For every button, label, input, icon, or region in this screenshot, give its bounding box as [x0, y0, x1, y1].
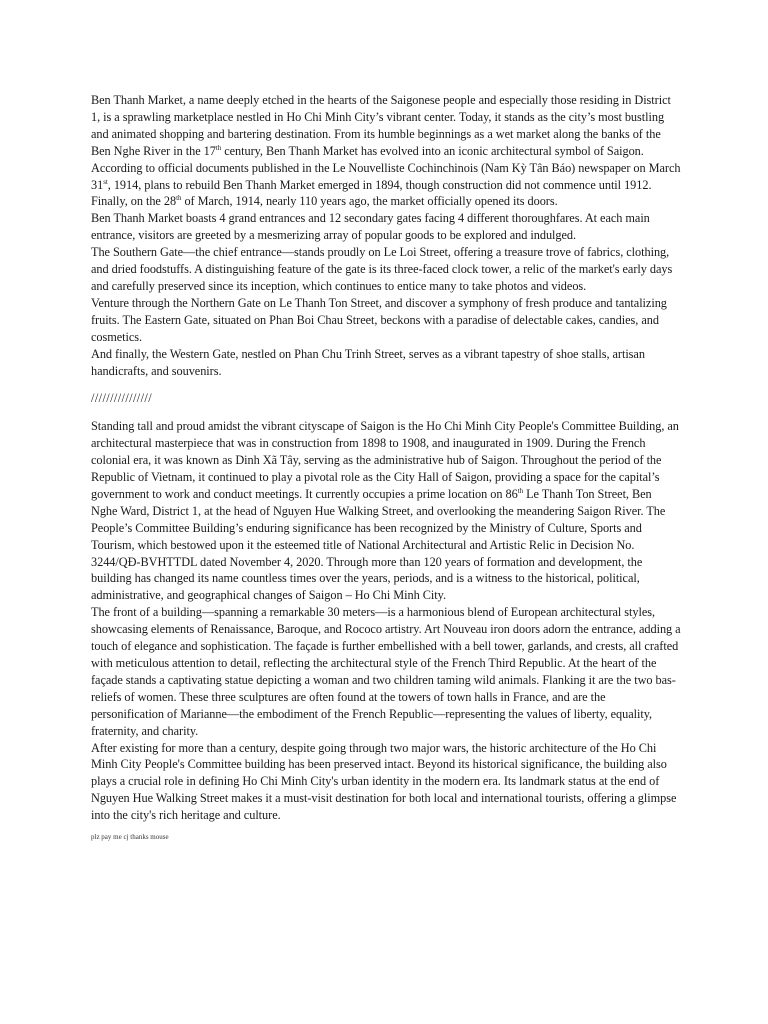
paragraph-text: Le Thanh Ton Street, Ben Nghe Ward, District 1, at the head of Nguyen Hue Walking Street, and overlooking the meandering Saigon River. The People’s Committee Building’s enduring significance has been recognized by the Ministry of Culture, Sports and Tourism, which bestowed upon it the esteemed title of National Architectural and Artistic Relic in Decision No. 3244/QĐ-BVHTTDL dated November 4, 2020. Through more than 120 years of formation and development, the building has changed its name countless times over the years, periods, and is a witness to the historical, political, administrative, and geographical changes of Saigon – Ho Chi Minh City.	[91, 486, 666, 603]
paragraph-text: Ben Thanh Market, a name deeply etched in the hearts of the Saigonese people and especially those residing in District 1, is a sprawling marketplace nestled in Ho Chi Minh City’s vibrant center. Today, it stands as the city’s most bustling and animated shopping and bartering destination. From its humble beginnings as a wet market along the banks of the Ben Nghe River in the 17	[91, 93, 671, 158]
document-page	[91, 92, 681, 842]
paragraph-entrances: Ben Thanh Market boasts 4 grand entrances and 12 secondary gates facing 4 different thoroughfares. At each main entrance, visitors are greeted by a mesmerizing array of popular goods to be explored and indulged.	[91, 211, 650, 243]
paragraph-preservation: After existing for more than a century, despite going through two major wars, the historic architecture of the Ho Chi Minh City People's Committee building has been preserved intact. Beyond its historical significance, the building also plays a crucial role in defining Ho Chi Minh City's urban identity in the modern era. Its landmark status at the end of Nguyen Hue Walking Street makes it a must-visit destination for both local and international tourists, offering a glimpse into the city's rich heritage and culture.	[91, 740, 677, 823]
paragraph-southern-gate: The Southern Gate—the chief entrance—stands proudly on Le Loi Street, offering a treasure trove of fabrics, clothing, and dried foodstuffs. A distinguishing feature of the gate is its three-faced clock tower, a relic of the market's early days and carefully preserved since its inception, which continues to entice many to take photos and videos.	[91, 245, 673, 293]
paragraph-text: Standing tall and proud amidst the vibrant cityscape of Saigon is the Ho Chi Minh City People's Committee Building, an architectural masterpiece that was in construction from 1898 to 1908, and inaugurated in 1909. During the French colonial era, it was known as Dinh Xã Tây, serving as the administrative hub of Saigon. Throughout the period of the Republic of Vietnam, it continued to play a pivotal role as the City Hall of Saigon, providing a space for the capital’s government to work and conduct meetings. It currently occupies a prime location on 86	[91, 419, 679, 501]
superscript: th	[176, 194, 182, 203]
paragraph-western-gate: And finally, the Western Gate, nestled on Phan Chu Trinh Street, serves as a vibrant tapestry of shoe stalls, artisan handicrafts, and souvenirs.	[91, 346, 645, 378]
paragraph-ben-thanh-history	[91, 92, 681, 210]
footnote: plz pay me cj thanks mouse	[91, 833, 169, 842]
superscript: st	[103, 177, 108, 186]
paragraph-facade: The front of a building—spanning a remarkable 30 meters—is a harmonious blend of European architectural styles, showcasing elements of Renaissance, Baroque, and Rococo artistry. Art Nouveau iron doors adorn the entrance, adding a touch of elegance and sophistication. The façade is further embellished with a bell tower, garlands, and crests, all crafted with meticulous attention to detail, reflecting the architectural style of the French Third Republic. At the heart of the façade stands a captivating statue depicting a woman and two children taming wild animals. Flanking it are the two bas-reliefs of women. These three sculptures are often found at the towers of town halls in France, and are the personification of Marianne—the embodiment of the French Republic—representing the values of liberty, equality, fraternity, and charity.	[91, 605, 681, 738]
section-separator: ////////////////	[91, 391, 153, 406]
paragraph-northern-eastern-gates: Venture through the Northern Gate on Le Thanh Ton Street, and discover a symphony of fresh produce and tantalizing fruits. The Eastern Gate, situated on Phan Boi Chau Street, beckons with a paradise of delectable cakes, candies, and cosmetics.	[91, 295, 667, 344]
paragraph-text: , 1914, plans to rebuild Ben Thanh Market emerged in 1894, though construction did not commence until 1912. Finally, on the 28	[91, 177, 652, 209]
superscript: th	[215, 143, 222, 152]
paragraph-text: of March, 1914, nearly 110 years ago, the market officially opened its doors.	[181, 194, 558, 209]
paragraph-text: century, Ben Thanh Market has evolved into an iconic architectural symbol of Saigon. According to official documents published in the Le Nouvelliste Cochinchinois (Nam Kỳ Tân Báo) newspaper on March 31	[91, 143, 681, 192]
superscript: th	[517, 486, 524, 495]
paragraph-peoples-committee-history	[91, 418, 681, 604]
